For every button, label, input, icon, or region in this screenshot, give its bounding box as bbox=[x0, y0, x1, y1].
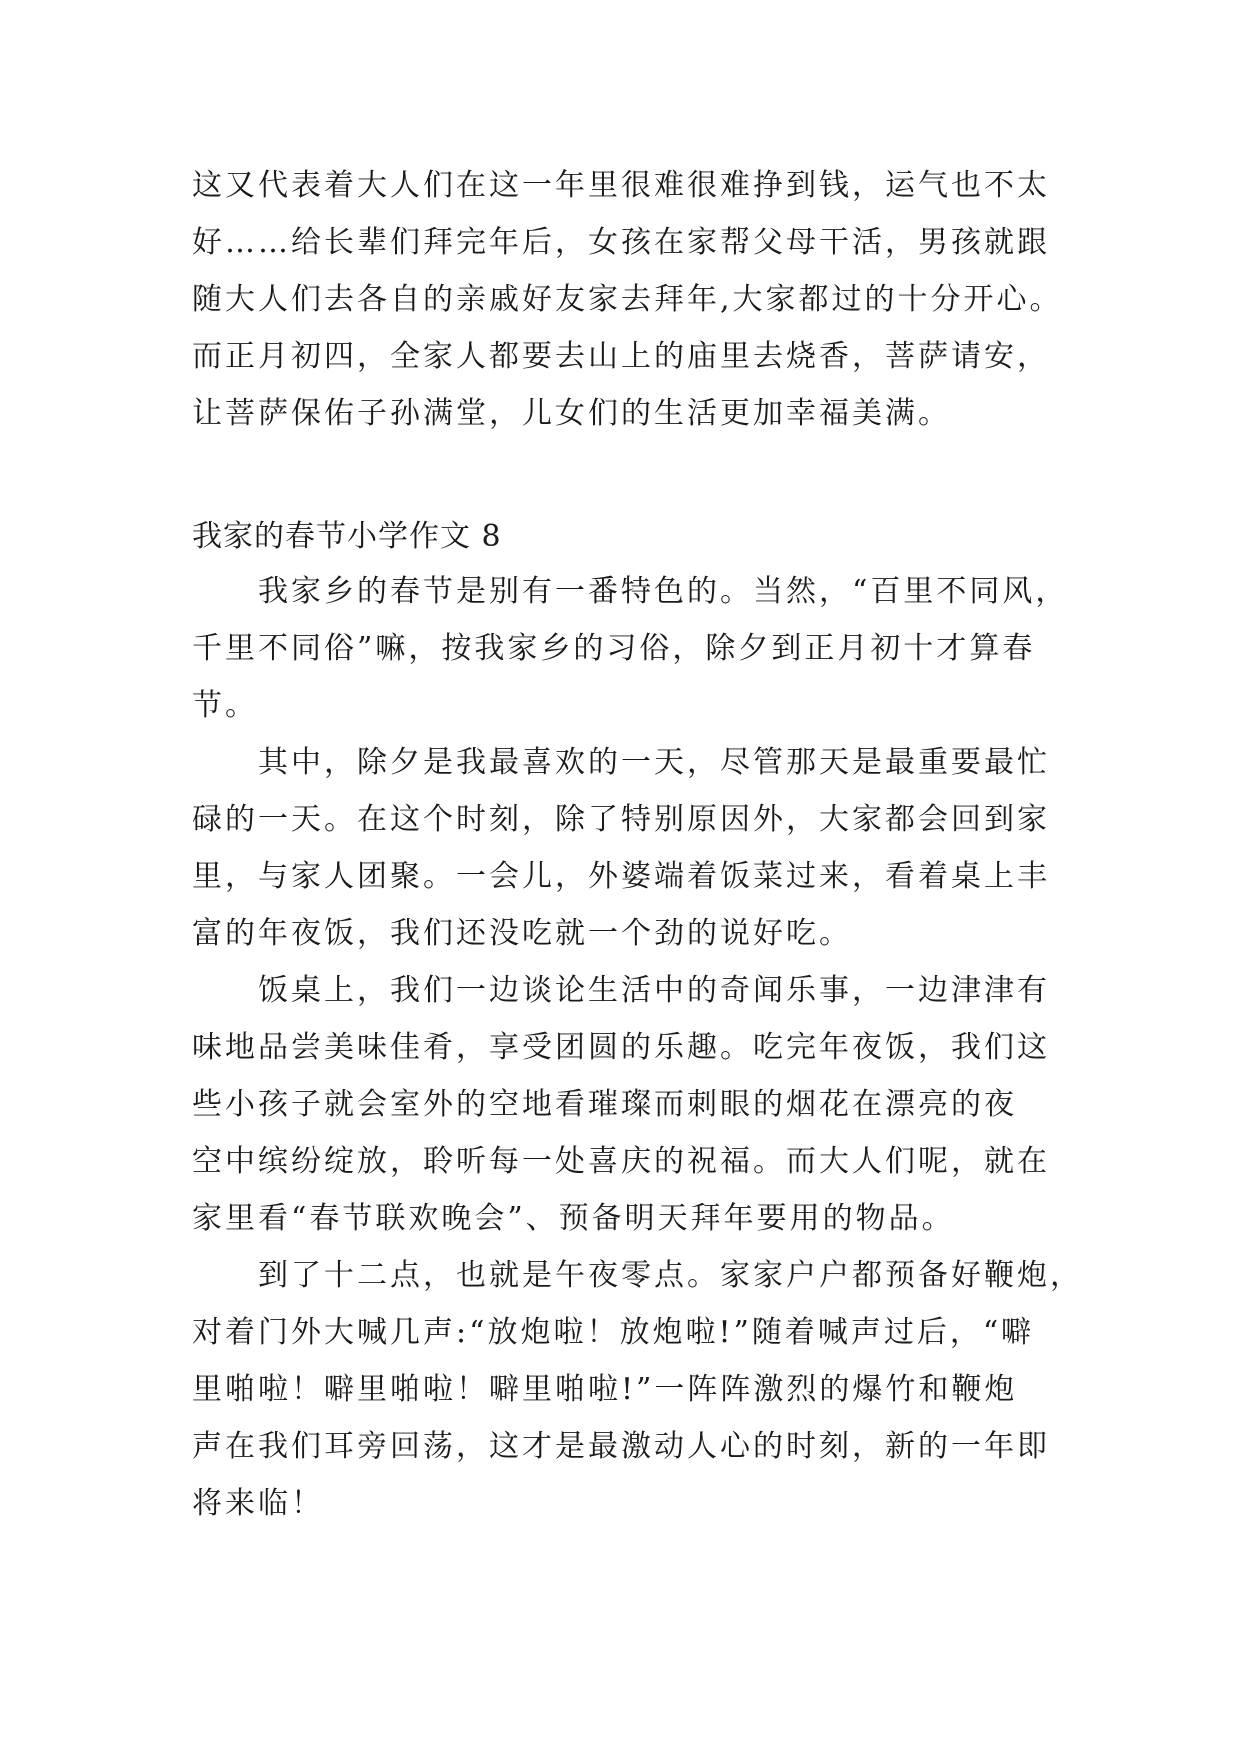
intro-paragraph bbox=[192, 157, 1092, 442]
text-line: 饭桌上，我们一边谈论生活中的奇闻乐事，一边津津有 bbox=[258, 973, 1050, 1008]
paragraph bbox=[192, 1247, 1092, 1532]
text-line: 而正月初四，全家人都要去山上的庙里去烧香，菩萨请安， bbox=[192, 339, 1050, 374]
text-line: 我家乡的春节是别有一番特色的。当然，“百里不同风， bbox=[258, 574, 1069, 609]
text-line: 碌的一天。在这个时刻，除了特别原因外，大家都会回到家 bbox=[192, 802, 1050, 837]
text-line: 到了十二点，也就是午夜零点。家家户户都预备好鞭炮， bbox=[258, 1258, 1083, 1293]
text-line: 空中缤纷绽放，聆听每一处喜庆的祝福。而大人们呢，就在 bbox=[192, 1144, 1050, 1179]
text-line: 节。 bbox=[192, 688, 258, 723]
paragraph bbox=[192, 962, 1092, 1247]
text-line: 些小孩子就会室外的空地看璀璨而刺眼的烟花在漂亮的夜 bbox=[192, 1087, 1017, 1122]
text-line: 随大人们去各自的亲戚好友家去拜年,大家都过的十分开心。 bbox=[192, 282, 1063, 317]
paragraph bbox=[192, 563, 1092, 734]
essay-body bbox=[192, 563, 1092, 1532]
text-line: 千里不同俗”嘛，按我家乡的习俗，除夕到正月初十才算春 bbox=[192, 631, 1036, 666]
text-line: 家里看“春节联欢晚会”、预备明天拜年要用的物品。 bbox=[192, 1201, 955, 1236]
text-line: 味地品尝美味佳肴，享受团圆的乐趣。吃完年夜饭，我们这 bbox=[192, 1030, 1050, 1065]
text-line: 好……给长辈们拜完年后，女孩在家帮父母干活，男孩就跟 bbox=[192, 225, 1050, 260]
section-heading: 我家的春节小学作文 8 bbox=[192, 519, 502, 554]
text-line: 富的年夜饭，我们还没吃就一个劲的说好吃。 bbox=[192, 916, 852, 951]
text-line: 将来临！ bbox=[192, 1486, 324, 1521]
text-line: 其中，除夕是我最喜欢的一天，尽管那天是最重要最忙 bbox=[258, 745, 1050, 780]
paragraph bbox=[192, 734, 1092, 962]
text-line: 让菩萨保佑子孙满堂，儿女们的生活更加幸福美满。 bbox=[192, 396, 951, 431]
text-line: 这又代表着大人们在这一年里很难很难挣到钱，运气也不太 bbox=[192, 168, 1050, 203]
text-line: 里啪啦！噼里啪啦！噼里啪啦!”一阵阵激烈的爆竹和鞭炮 bbox=[192, 1372, 1018, 1407]
text-line: 里，与家人团聚。一会儿，外婆端着饭菜过来，看着桌上丰 bbox=[192, 859, 1050, 894]
text-line: 声在我们耳旁回荡，这才是最激动人心的时刻，新的一年即 bbox=[192, 1429, 1050, 1464]
text-line: 对着门外大喊几声:“放炮啦！放炮啦!”随着喊声过后，“噼 bbox=[192, 1315, 1035, 1350]
